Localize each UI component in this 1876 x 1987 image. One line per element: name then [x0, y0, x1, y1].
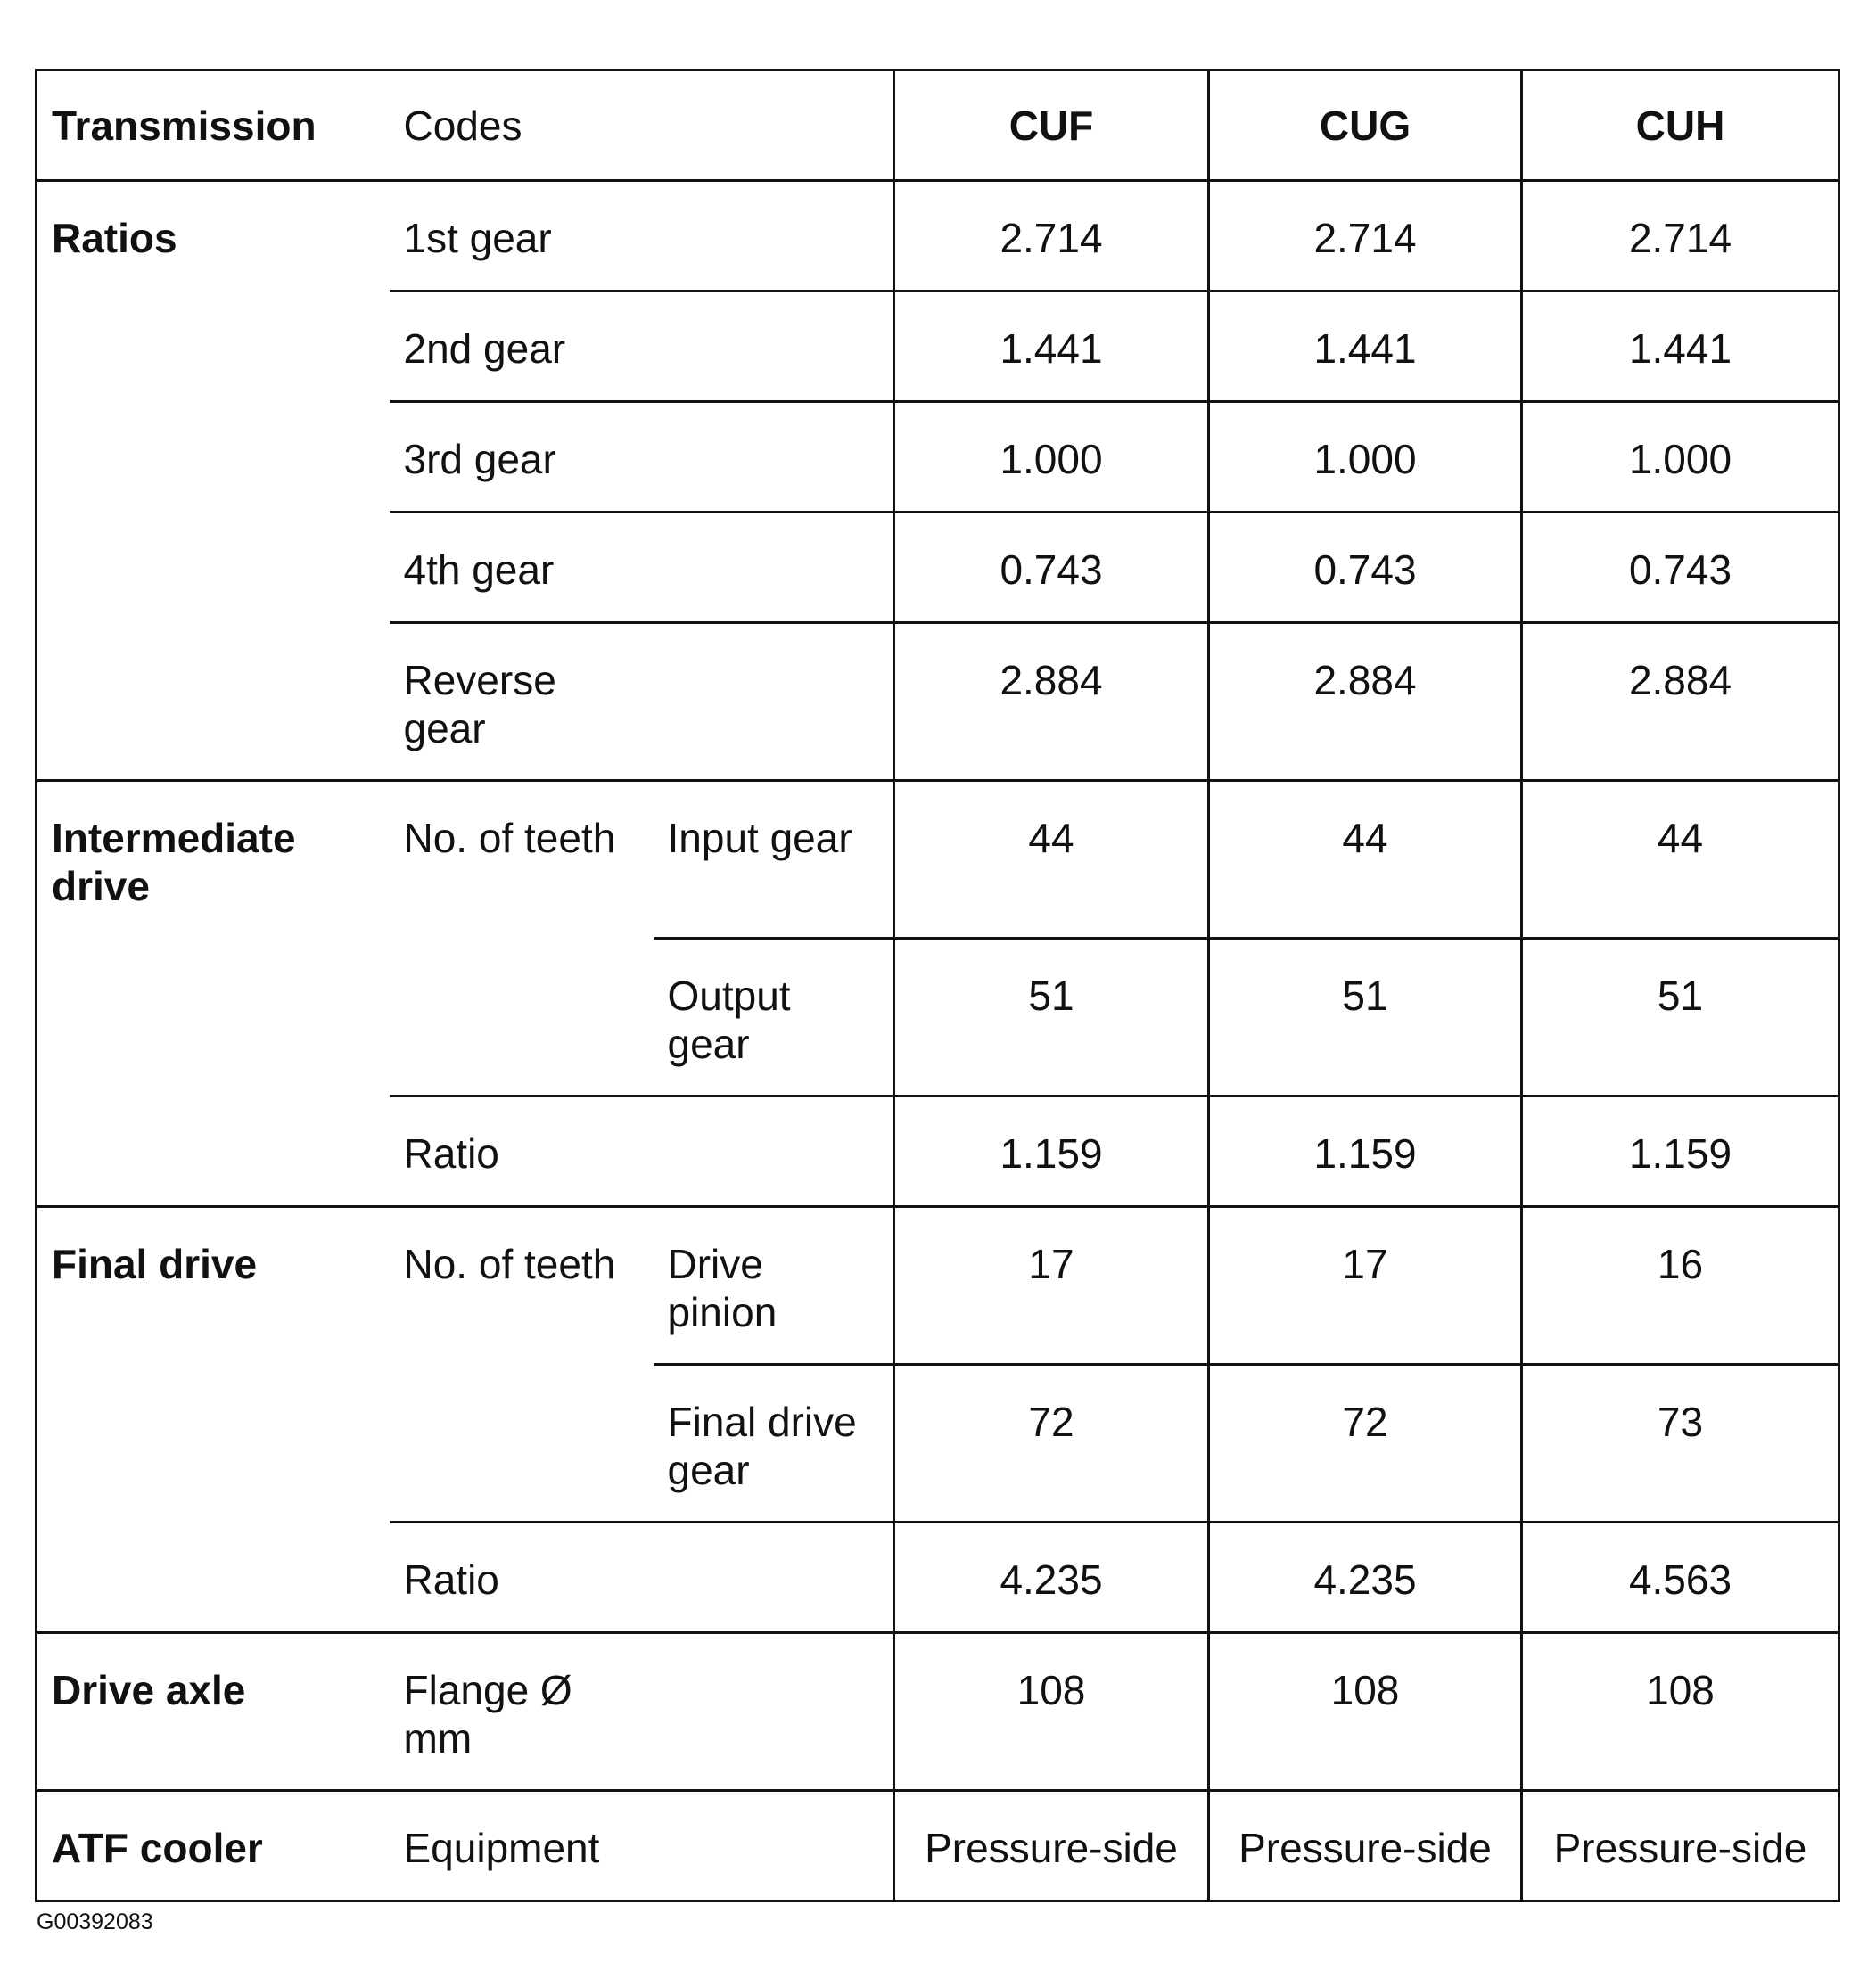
table-row	[37, 181, 1839, 291]
value-cell: 1.441	[894, 291, 1209, 402]
group-label-text: Intermediate drive	[52, 815, 296, 909]
row-label-text: Reverse gear	[403, 657, 556, 751]
value-cell: 108	[1209, 1633, 1522, 1791]
value-cell: 44	[894, 781, 1209, 939]
value-cell: 72	[1209, 1365, 1522, 1523]
value-cell: Pressure-side	[1522, 1791, 1839, 1901]
value-cell: 0.743	[894, 513, 1209, 623]
row-label	[390, 1633, 894, 1791]
header-transmission: Transmission	[37, 70, 390, 181]
group-ratios: Ratios	[37, 181, 390, 781]
value-cell: 1.159	[1209, 1096, 1522, 1207]
row-label: 1st gear	[390, 181, 894, 291]
header-code-cuf: CUF	[894, 70, 1209, 181]
row-label-text: Flange Ø mm	[403, 1667, 572, 1761]
transmission-spec-table	[35, 69, 1840, 1902]
group-atf-cooler: ATF cooler	[37, 1791, 390, 1901]
value-cell: 44	[1209, 781, 1522, 939]
value-cell: 2.884	[1209, 623, 1522, 781]
value-cell: 1.441	[1209, 291, 1522, 402]
value-cell: 73	[1522, 1365, 1839, 1523]
row-label: Equipment	[390, 1791, 894, 1901]
row-label: 2nd gear	[390, 291, 894, 402]
value-cell: 2.714	[894, 181, 1209, 291]
row-sublabel	[654, 939, 894, 1096]
table-row	[37, 781, 1839, 939]
value-cell: 0.743	[1209, 513, 1522, 623]
value-cell: 51	[1209, 939, 1522, 1096]
row-sublabel-text: Output gear	[667, 973, 791, 1067]
header-row	[37, 70, 1839, 181]
value-cell: 2.714	[1209, 181, 1522, 291]
value-cell: 1.000	[894, 402, 1209, 513]
figure-code: G00392083	[37, 1909, 153, 1934]
value-cell: 16	[1522, 1207, 1839, 1365]
value-cell: 17	[1209, 1207, 1522, 1365]
row-sublabel	[654, 1365, 894, 1523]
value-cell: 4.235	[1209, 1523, 1522, 1633]
value-cell: 2.884	[1522, 623, 1839, 781]
row-sublabel: Input gear	[654, 781, 894, 939]
value-cell: 1.000	[1522, 402, 1839, 513]
table-row	[37, 1633, 1839, 1791]
row-sublabel-text: Final drive gear	[667, 1399, 857, 1493]
value-cell: 108	[1522, 1633, 1839, 1791]
group-drive-axle: Drive axle	[37, 1633, 390, 1791]
value-cell: 44	[1522, 781, 1839, 939]
value-cell: 72	[894, 1365, 1209, 1523]
value-cell: Pressure-side	[894, 1791, 1209, 1901]
row-sublabel-text: Drive pinion	[667, 1241, 778, 1335]
row-label	[390, 623, 894, 781]
group-final-drive: Final drive	[37, 1207, 390, 1633]
table-row	[37, 1207, 1839, 1365]
value-cell: 17	[894, 1207, 1209, 1365]
header-code-cuh: CUH	[1522, 70, 1839, 181]
row-label: No. of teeth	[390, 1207, 654, 1523]
value-cell: 4.563	[1522, 1523, 1839, 1633]
row-sublabel	[654, 1207, 894, 1365]
table-row	[37, 1791, 1839, 1901]
value-cell: 1.441	[1522, 291, 1839, 402]
row-label: 3rd gear	[390, 402, 894, 513]
value-cell: 1.159	[894, 1096, 1209, 1207]
value-cell: 0.743	[1522, 513, 1839, 623]
value-cell: 2.884	[894, 623, 1209, 781]
row-label: No. of teeth	[390, 781, 654, 1096]
value-cell: Pressure-side	[1209, 1791, 1522, 1901]
value-cell: 1.000	[1209, 402, 1522, 513]
value-cell: 4.235	[894, 1523, 1209, 1633]
header-codes: Codes	[390, 70, 894, 181]
group-intermediate-drive	[37, 781, 390, 1207]
header-code-cug: CUG	[1209, 70, 1522, 181]
row-label: 4th gear	[390, 513, 894, 623]
value-cell: 1.159	[1522, 1096, 1839, 1207]
row-label: Ratio	[390, 1523, 894, 1633]
value-cell: 2.714	[1522, 181, 1839, 291]
value-cell: 51	[1522, 939, 1839, 1096]
value-cell: 108	[894, 1633, 1209, 1791]
value-cell: 51	[894, 939, 1209, 1096]
row-label: Ratio	[390, 1096, 894, 1207]
